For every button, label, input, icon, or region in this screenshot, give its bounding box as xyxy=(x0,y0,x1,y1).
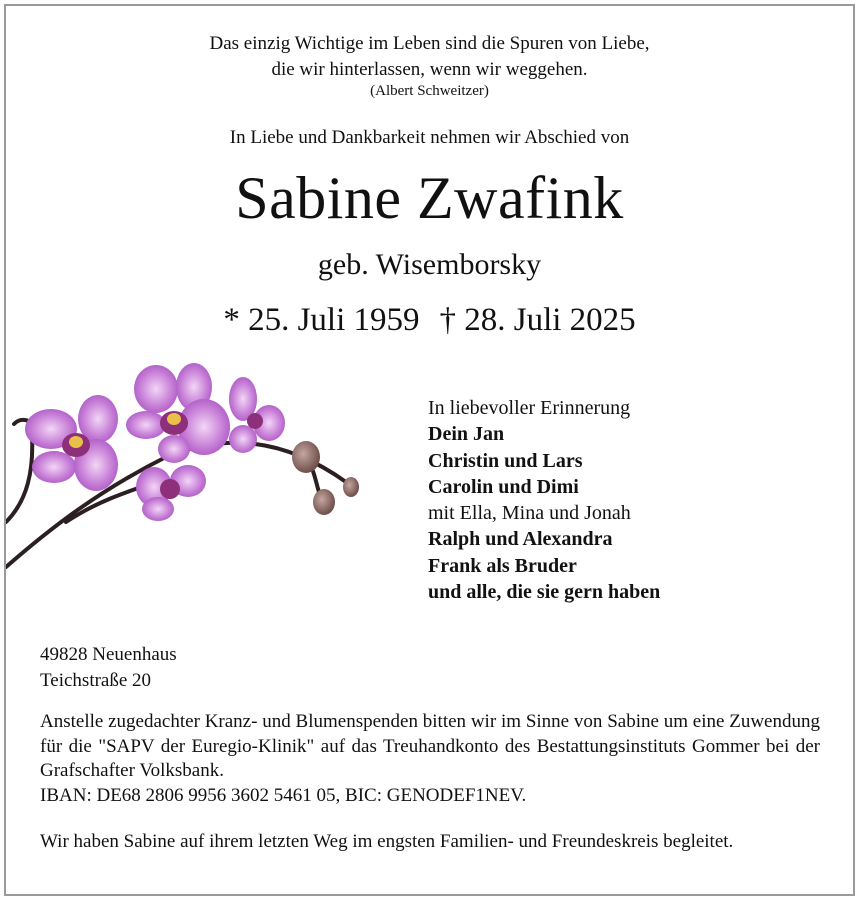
mourner-line: Frank als Bruder xyxy=(428,554,577,577)
mourner-line: mit Ella, Mina und Jonah xyxy=(428,502,631,525)
donation-request xyxy=(40,710,820,808)
mourner-intro: In liebevoller Erinnerung xyxy=(428,397,631,419)
closing-text: Wir haben Sabine auf ihrem letzten Weg im engsten Familien- und Freundeskreis begleitet. xyxy=(40,831,734,852)
quote-author: (Albert Schweitzer) xyxy=(370,83,489,99)
quote xyxy=(0,31,859,83)
quote-line-1: Das einzig Wichtige im Leben sind die Spuren von Liebe, xyxy=(209,33,650,54)
donation-text: Anstelle zugedachter Kranz- und Blumenspenden bitten wir im Sinne von Sabine um eine Zuwendung für die "SAPV der Euregio-Klinik" auf das Treuhandkonto des Bestattungsinstituts Gommer bei der Grafschafter Volksbank. xyxy=(40,711,820,781)
bank-details: IBAN: DE68 2806 9956 3602 5461 05, BIC: GENODEF1NEV. xyxy=(40,784,527,806)
death-date: † 28. Juli 2025 xyxy=(439,302,636,338)
maiden-name: geb. Wisemborsky xyxy=(317,248,542,281)
life-dates xyxy=(0,302,859,339)
address-street: Teichstraße 20 xyxy=(40,670,152,691)
mourner-line: Dein Jan xyxy=(428,423,505,446)
orchid-image xyxy=(6,362,366,572)
quote-line-2: die wir hinterlassen, wenn wir weggehen. xyxy=(271,59,588,80)
deceased-name: Sabine Zwafink xyxy=(235,165,624,231)
birth-date: * 25. Juli 1959 xyxy=(223,302,420,338)
mourner-line: Ralph und Alexandra xyxy=(428,528,613,551)
intro-text: In Liebe und Dankbarkeit nehmen wir Abschied von xyxy=(229,127,630,148)
mourner-line: Christin und Lars xyxy=(428,449,583,472)
mourners-list xyxy=(428,395,660,605)
mourner-line: Carolin und Dimi xyxy=(428,475,579,498)
address-city: 49828 Neuenhaus xyxy=(40,644,177,665)
mourner-line: und alle, die sie gern haben xyxy=(428,581,661,604)
address xyxy=(40,642,177,694)
